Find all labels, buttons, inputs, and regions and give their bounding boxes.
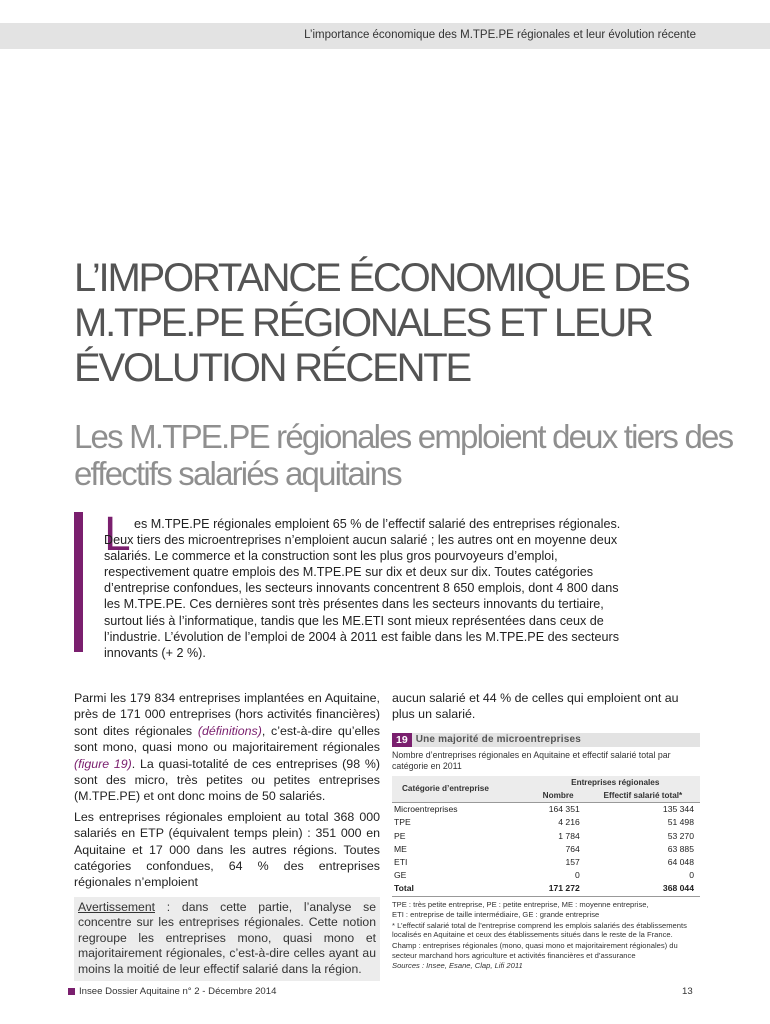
p1-text-c: . La quasi-totalité de ces entreprises (98 %) sont des micro, très petites ou petites entreprises (M.TPE.PE) et ont donc moins de 50 salariés. — [74, 756, 380, 804]
drop-cap: L — [104, 508, 131, 561]
page-title: L’IMPORTANCE ÉCONOMIQUE DES M.TPE.PE RÉGIONALES ET LEUR ÉVOLUTION RÉCENTE — [74, 256, 689, 390]
table-row — [392, 803, 700, 817]
table-row — [392, 816, 700, 829]
body-paragraph-2: Les entreprises régionales emploient au total 368 000 salariés en ETP (équivalent temps plein) : 351 000 en Aquitaine et 17 000 dans les autres régions. Toutes catégories confondues, 64 % des entreprises régionales n’emploient — [74, 809, 380, 890]
footer-square-icon — [68, 988, 75, 995]
row-staff: 63 885 — [667, 843, 694, 854]
figure-caption: Nombre d’entreprises régionales en Aquitaine et effectif salarié total par catégorie en 2011 — [392, 749, 671, 771]
row-staff: 51 498 — [667, 817, 694, 828]
intro-accent-bar — [74, 512, 83, 652]
row-count: 164 351 — [531, 803, 586, 817]
col-header-staff: Effectif salarié total* — [586, 789, 700, 803]
row-category: PE — [394, 830, 406, 841]
col-header-count: Nombre — [531, 789, 586, 803]
figure-header — [392, 733, 700, 747]
table-total-row — [392, 882, 700, 896]
col-header-category: Catégorie d’entreprise — [392, 776, 531, 803]
total-category: Total — [392, 882, 531, 896]
left-column — [74, 690, 380, 981]
row-staff: 64 048 — [667, 857, 694, 868]
table-row — [392, 830, 700, 843]
row-count: 4 216 — [558, 817, 580, 828]
running-title: L’importance économique des M.TPE.PE régionales et leur évolution récente — [304, 29, 696, 41]
intro-paragraph: es M.TPE.PE régionales emploient 65 % de l’effectif salarié des entreprises régionales. Deux tiers des microentreprises n’emploient aucun salarié ; les autres ont en moyenne deux salariés. Le commerce et la construction sont les plus gros pourvoyeurs d’emploi, respectivement quatre emplois des M.TPE.PE sur dix et deux sur dix. Toutes catégories d’entreprise confondues, les secteurs innovants concentrent 8 650 emplois, dont 4 800 dans les M.TPE.PE. Ces dernières sont très présentes dans les secteurs innovants du tertiaire, surtout liés à l’informatique, tandis que les ME.ETI sont mieux représentées dans ceux de l’industrie. L’évolution de l’emploi de 2004 à 2011 est faible dans les M.TPE.PE des secteurs innovants (+ 2 %). — [104, 517, 621, 660]
total-staff: 368 044 — [586, 882, 700, 896]
row-count: 764 — [565, 843, 580, 854]
note-abbrev-2: ETI : entreprise de taille intermédiaire, GE : grande entreprise — [392, 910, 600, 920]
row-staff: 135 344 — [586, 803, 700, 817]
row-staff: 53 270 — [667, 830, 694, 841]
running-header — [0, 23, 770, 49]
table-row — [392, 843, 700, 856]
body-paragraph-3: aucun salarié et 44 % de celles qui emploient ont au plus un salarié. — [392, 691, 679, 722]
body-paragraph-1 — [74, 690, 380, 805]
total-count: 171 272 — [531, 882, 586, 896]
p1-text-a: Parmi les 179 834 entreprises implantées en Aquitaine, près de 171 000 entreprises (hors activités financières) sont dites régionales — [74, 691, 380, 738]
right-column — [392, 690, 700, 972]
page-number: 13 — [682, 986, 693, 997]
row-category: ME — [394, 843, 407, 854]
warning-box — [74, 897, 380, 981]
row-category: TPE — [394, 817, 411, 828]
row-staff: 0 — [689, 870, 694, 881]
page-subtitle: Les M.TPE.PE régionales emploient deux tiers des effectifs salariés aquitains — [74, 418, 733, 492]
row-category: ETI — [394, 857, 408, 868]
figure-19-link[interactable]: (figure 19) — [74, 756, 132, 771]
figure-table — [392, 776, 700, 897]
col-header-group: Entreprises régionales — [531, 776, 701, 789]
table-row — [392, 869, 700, 882]
row-category: Microentreprises — [392, 803, 531, 817]
p1-text-b: , c’est-à-dire qu’elles sont mono, quasi mono ou majoritairement régionales — [74, 723, 380, 755]
table-row — [392, 856, 700, 869]
note-source: Sources : Insee, Esane, Clap, Lifi 2011 — [392, 961, 523, 971]
note-scope: Champ : entreprises régionales (mono, quasi mono et majoritairement régionales) du secteur marchand hors agriculture et activités financières et d’assurance — [392, 941, 678, 960]
warning-label: Avertissement — [78, 899, 155, 914]
definitions-link[interactable]: (définitions) — [197, 723, 262, 738]
note-star: * L’effectif salarié total de l’entreprise comprend les emplois salariés des établissements localisés en Aquitaine et ceux des établissements situés dans le reste de la France. — [392, 920, 687, 940]
figure-notes — [392, 900, 700, 971]
warning-text: : dans cette partie, l’analyse se concentre sur les entreprises régionales. Cette notion regroupe les entreprises mono, quasi mono et majoritairement régionales, c’est-à-dire celles ayant au moins la moitié de leur effectif salarié dans la région. — [78, 899, 376, 976]
row-count: 0 — [575, 870, 580, 881]
figure-title: Une majorité de microentreprises — [415, 733, 582, 745]
figure-number: 19 — [392, 733, 412, 747]
footer-publication — [68, 986, 276, 997]
footer-publication-text: Insee Dossier Aquitaine n° 2 - Décembre 2014 — [79, 986, 277, 997]
note-abbrev-1: TPE : très petite entreprise, PE : petite entreprise, ME : moyenne entreprise, — [392, 899, 649, 909]
row-count: 157 — [565, 857, 580, 868]
row-category: GE — [394, 870, 407, 881]
row-count: 1 784 — [558, 830, 580, 841]
